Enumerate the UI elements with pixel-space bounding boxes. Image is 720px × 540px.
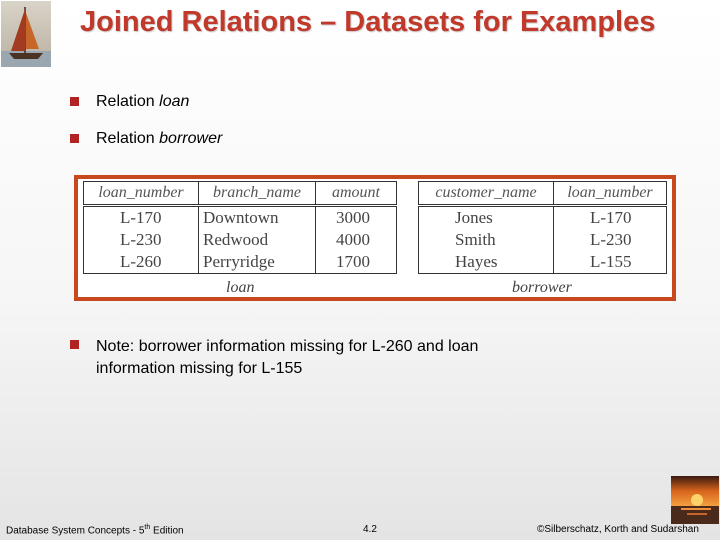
table-cell: Jones [419,206,554,230]
table-cell: 3000 [316,206,397,230]
footer-book-title-suffix: Edition [150,525,184,537]
table-cell: 4000 [316,229,397,251]
table-cell: Smith [419,229,554,251]
table-row [419,229,667,251]
footer-edition-sup: th [144,524,151,531]
table-header-row [84,182,397,206]
column-header: customer_name [419,182,554,206]
table-row [84,229,397,251]
column-header: loan_number [554,182,667,206]
table-cell: L-230 [84,229,199,251]
table-cell: L-170 [554,206,667,230]
bullet-text: Relation [96,130,160,147]
footer-book-title-text: Database System Concepts - 5 [6,525,145,537]
table-header-row [419,182,667,206]
bullet-relation-borrower [70,130,370,150]
note-line-1: Note: borrower information missing for L-260 and loan [96,338,479,355]
table-cell: Redwood [199,229,316,251]
column-header: amount [316,182,397,206]
footer-slide-number: 4.2 [363,524,377,535]
footer-copyright: ©Silberschatz, Korth and Sudarshan [537,524,699,535]
table-cell: Perryridge [199,251,316,274]
bullet-note [70,336,590,380]
table-cell: 1700 [316,251,397,274]
sailboat-logo-icon [1,1,51,67]
table-row [84,206,397,230]
bullet-text: Relation [96,93,160,110]
bullet-square-icon [70,97,79,106]
table-cell: Downtown [199,206,316,230]
bullet-relation-loan [70,93,370,113]
column-header: loan_number [84,182,199,206]
sunset-image-icon [671,476,719,524]
loan-table [83,181,397,274]
relations-panel [78,179,672,297]
bullet-square-icon [70,134,79,143]
borrower-table-caption: borrower [512,279,572,296]
bullet-relation-name: loan [159,93,190,110]
table-cell: L-230 [554,229,667,251]
table-row [84,251,397,274]
slide-title: Joined Relations – Datasets for Examples [80,6,656,38]
column-header: branch_name [199,182,316,206]
table-cell: L-170 [84,206,199,230]
note-line-2: information missing for L-155 [96,360,303,377]
table-row [419,206,667,230]
footer-book-title [6,524,184,536]
borrower-table [418,181,667,274]
table-cell: L-260 [84,251,199,274]
table-row [419,251,667,274]
relations-figure [74,175,676,301]
loan-table-caption: loan [226,279,255,296]
bullet-relation-name: borrower [159,130,223,147]
bullet-square-icon [70,340,79,349]
table-cell: L-155 [554,251,667,274]
table-cell: Hayes [419,251,554,274]
